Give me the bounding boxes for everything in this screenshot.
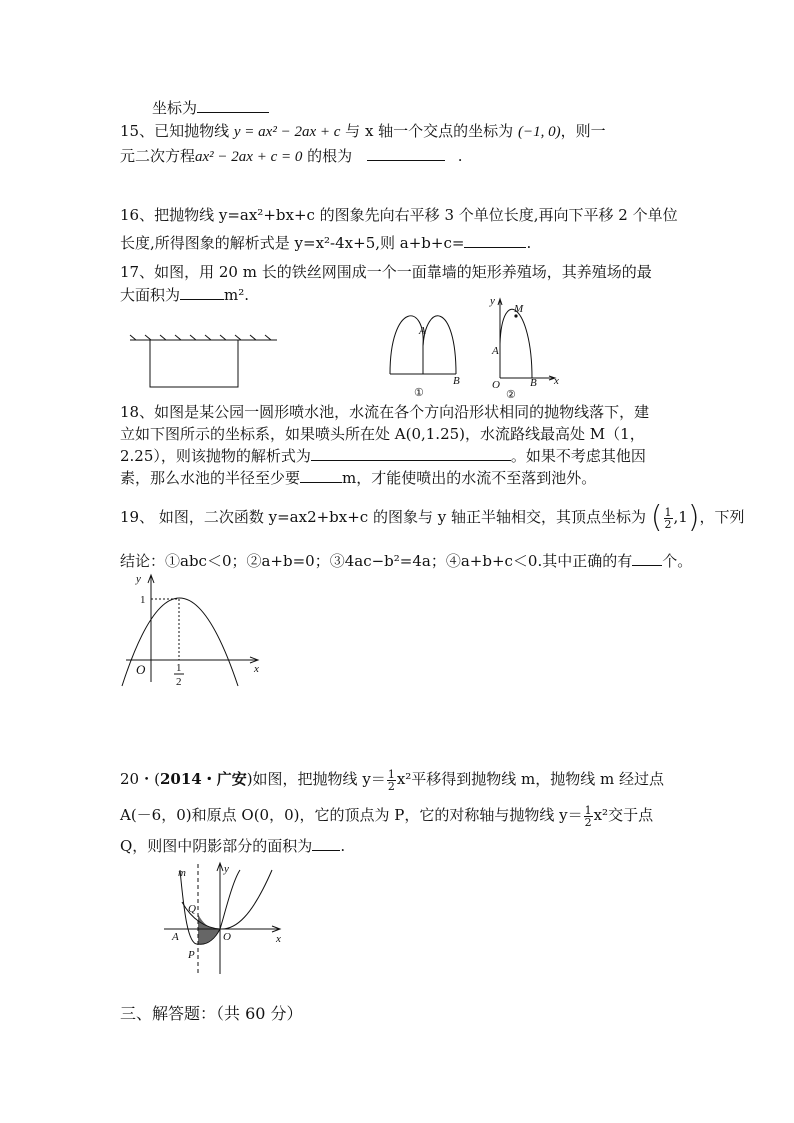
q20-text: . <box>340 837 346 855</box>
fig2-label-b: B <box>530 377 537 389</box>
q18-line2: 立如下图所示的坐标系，如果喷头所在处 A(0,1.25)，水流路线最高处 M（1， <box>120 425 645 443</box>
q18-equation-blank[interactable] <box>311 446 511 461</box>
q16-end: . <box>526 234 532 252</box>
q20-text: x²平移得到抛物线 m，抛物线 m 经过点 <box>396 770 665 788</box>
q19-label-one: 1 <box>140 594 146 606</box>
q18-line1: 18、如图是某公园一圆形喷水池，水流在各个方向沿形状相同的抛物线落下，建 <box>120 403 650 421</box>
q18-text: 2.25），则该抛物的解析式为 <box>120 447 311 465</box>
q15-point: (−1, 0) <box>517 124 561 140</box>
q15-equation: ax² − 2ax + c = 0 <box>195 149 303 165</box>
q17-unit: m². <box>224 286 250 304</box>
q20-shaded-area-graph <box>160 862 290 977</box>
q20-text: )如图，把抛物线 y＝ <box>246 770 386 788</box>
q20-label-x: x <box>276 933 281 945</box>
q16-line2 <box>120 233 531 253</box>
q18-fountain-figure-2 <box>488 295 568 401</box>
q19-text: 结论：①abc＜0；②a+b=0；③4ac−b²=4a；④a+b+c＜0.其中正确的有 <box>120 552 633 570</box>
q19-vertex-y: 1 <box>678 508 688 526</box>
q19-label-half-num: 1 <box>176 662 182 674</box>
fig2-label-o: O <box>492 379 500 391</box>
q19-label-x: x <box>254 663 259 675</box>
q17-wall-rectangle-figure <box>125 332 285 392</box>
q18-line3 <box>120 446 646 466</box>
q20-line3 <box>120 836 345 856</box>
q19-label-o: O <box>136 662 146 677</box>
section-three-heading: 三、解答题：（共 60 分） <box>120 1004 303 1023</box>
q19-text: 19、 如图，二次函数 y=ax2+bx+c 的图象与 y 轴正半轴相交，其顶点坐标为 <box>120 508 646 526</box>
q15-line1 <box>120 121 606 142</box>
right-paren: ) <box>687 500 700 535</box>
q20-label-o: O <box>223 931 231 943</box>
q20-label-y: y <box>224 863 229 875</box>
fig2-label-y: y <box>490 295 495 307</box>
q15-text: ，则一 <box>560 122 606 140</box>
q15-text: 的根为 <box>307 147 353 165</box>
q14-answer-blank[interactable] <box>197 98 269 113</box>
fig2-caption: ② <box>506 389 516 401</box>
q18-line4 <box>120 468 596 488</box>
fig2-label-x: x <box>554 375 559 387</box>
q18-text: 。如果不考虑其他因 <box>510 447 646 465</box>
q17-answer-blank[interactable] <box>180 285 224 300</box>
q20-label-p: P <box>188 949 195 961</box>
q15-end: . <box>457 147 463 165</box>
q15-number: 15、 <box>120 122 155 140</box>
q14-text: 坐标为 <box>152 99 198 117</box>
q18-text: m，才能使喷出的水流不至落到池外。 <box>342 469 597 487</box>
fig1-label-b: B <box>453 375 460 387</box>
q15-text: 元二次方程 <box>120 147 196 165</box>
q19-label-half-den: 2 <box>176 676 182 688</box>
q19-vertex-x: $\frac{1}{2}$ <box>664 505 672 531</box>
q17-line2 <box>120 285 249 305</box>
q15-text: 已知抛物线 <box>154 122 230 140</box>
q16-answer-blank[interactable] <box>464 233 526 248</box>
q16-line1: 16、把抛物线 y=ax²+bx+c 的图象先向右平移 3 个单位长度,再向下平移 2 个单位 <box>120 206 678 224</box>
q19-text: ，下列 <box>699 508 745 526</box>
q20-text: Q，则图中阴影部分的面积为 <box>120 837 313 855</box>
q20-label-m: m <box>178 867 186 879</box>
q16-text: 长度,所得图象的解析式是 y=x²-4x+5,则 a+b+c= <box>120 234 465 252</box>
q20-source: 2014・广安 <box>159 770 247 788</box>
q20-text: x²交于点 <box>593 806 654 824</box>
q15-line2 <box>120 146 463 167</box>
q20-number: 20・( <box>120 770 160 788</box>
left-paren: ( <box>650 500 663 535</box>
q19-text: 个。 <box>662 552 693 570</box>
q14-tail <box>152 98 269 118</box>
fig2-label-m: M <box>514 303 524 315</box>
q20-fraction-2: $\frac{1}{2}$ <box>584 803 592 829</box>
q18-fountain-figure-1 <box>388 312 468 397</box>
q15-expression: y = ax² − 2ax + c <box>233 124 341 140</box>
q19-answer-blank[interactable] <box>632 551 662 566</box>
q20-answer-blank[interactable] <box>312 836 340 851</box>
q19-line2 <box>120 551 692 571</box>
fig2-label-a: A <box>492 345 499 357</box>
fig1-label-a: A <box>419 325 426 337</box>
q19-parabola-graph <box>118 570 268 690</box>
q20-line1 <box>120 764 664 794</box>
q20-label-q: Q <box>188 903 196 915</box>
fig1-caption: ① <box>414 387 424 399</box>
q20-fraction: $\frac{1}{2}$ <box>387 767 395 793</box>
q18-text: 素，那么水池的半径至少要 <box>120 469 301 487</box>
q20-label-a: A <box>172 931 179 943</box>
q19-label-y: y <box>136 573 141 585</box>
q17-line1: 17、如图，用 20 m 长的铁丝网围成一个一面靠墙的矩形养殖场，其养殖场的最 <box>120 263 652 281</box>
q15-answer-blank[interactable] <box>367 146 445 161</box>
q18-radius-blank[interactable] <box>300 468 342 483</box>
q20-text: A(－6，0)和原点 O(0，0)，它的顶点为 P，它的对称轴与抛物线 y＝ <box>120 806 583 824</box>
q20-line2 <box>120 800 653 830</box>
q15-text: 与 x 轴一个交点的坐标为 <box>345 122 514 140</box>
q17-text: 大面积为 <box>120 286 181 304</box>
q19-line1: 19、 如图，二次函数 y=ax2+bx+c 的图象与 y 轴正半轴相交，其顶点坐标为 ( $\frac{1}{2}$ ,1)，下列 <box>120 500 745 535</box>
